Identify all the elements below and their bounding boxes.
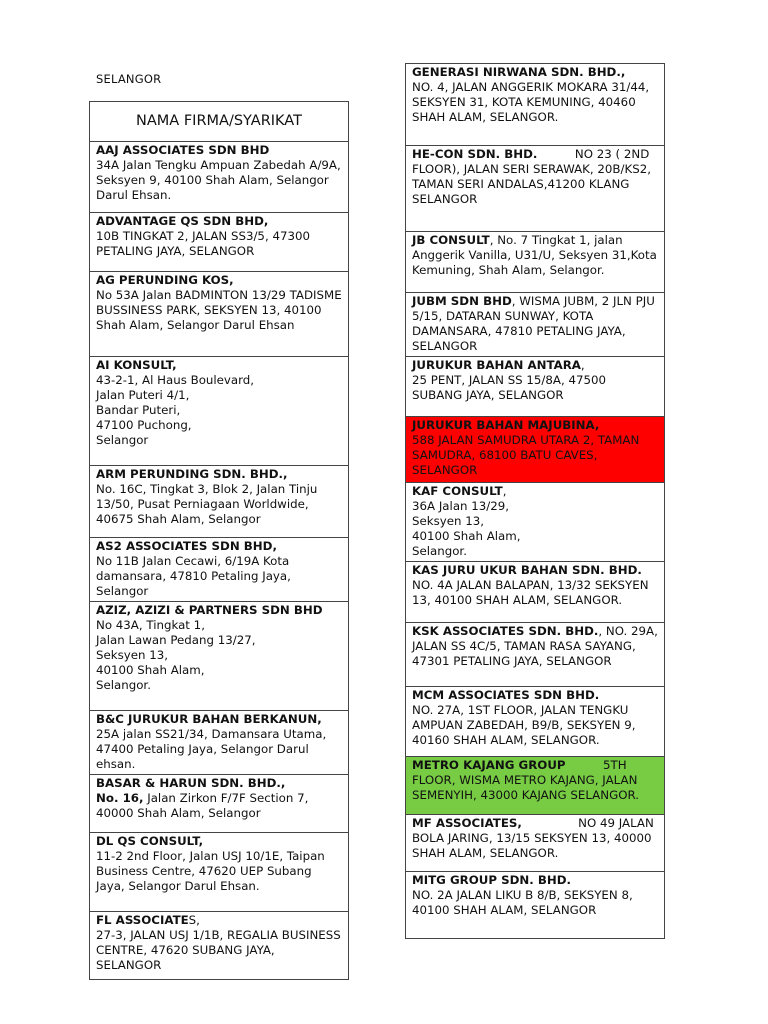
firm-address: NO. 4, JALAN ANGGERIK MOKARA 31/44, SEKSYEN 31, KOTA KEMUNING, 40460 SHAH ALAM, SELANGOR. (412, 80, 650, 124)
firm-row (406, 146, 665, 232)
firm-address: No 53A Jalan BADMINTON 13/29 TADISME BUSSINESS PARK, SEKSYEN 13, 40100 Shah Alam, Selangor Darul Ehsan (96, 288, 342, 332)
firm-row (406, 562, 665, 623)
firm-cell (90, 466, 349, 538)
firm-cell (90, 213, 349, 272)
firm-name: DL QS CONSULT, (96, 834, 204, 848)
firm-address: NO. 4A JALAN BALAPAN, 13/32 SEKSYEN 13, 40100 SHAH ALAM, SELANGOR. (412, 578, 649, 607)
firm-name: KAF CONSULT (412, 484, 503, 498)
firm-address: 43-2-1, Al Haus Boulevard, Jalan Puteri 4/1, Bandar Puteri, 47100 Puchong, Selangor (96, 373, 255, 447)
firm-cell (406, 483, 665, 562)
firm-row (406, 687, 665, 757)
firm-name: BASAR & HARUN SDN. BHD., No. 16, (96, 776, 286, 805)
firm-name: GENERASI NIRWANA SDN. BHD., (412, 65, 626, 79)
firm-address: 10B TINGKAT 2, JALAN SS3/5, 47300 PETALING JAYA, SELANGOR (96, 229, 310, 258)
firm-cell (90, 142, 349, 213)
firm-address: 34A Jalan Tengku Ampuan Zabedah A/9A, Seksyen 9, 40100 Shah Alam, Selangor Darul Ehsan. (96, 158, 341, 202)
firm-name: MCM ASSOCIATES SDN BHD. (412, 688, 600, 702)
firm-cell (406, 64, 665, 146)
firm-cell (406, 146, 665, 232)
firm-address: Jalan Zirkon F/7F Section 7, 40000 Shah Alam, Selangor (96, 791, 309, 820)
firm-cell (90, 775, 349, 833)
firm-name: JB CONSULT (412, 233, 490, 247)
firm-address: , WISMA JUBM, 2 JLN PJU 5/15, DATARAN SUNWAY, KOTA DAMANSARA, 47810 PETALING JAYA, SELANGOR (412, 294, 655, 353)
firm-cell (90, 602, 349, 711)
firm-name: ADVANTAGE QS SDN BHD, (96, 214, 269, 228)
firm-row (90, 272, 349, 357)
left-firm-table (89, 101, 349, 980)
firm-row (406, 815, 665, 872)
firm-name: B&C JURUKUR BAHAN BERKANUN, (96, 712, 322, 726)
firm-name: AG PERUNDING KOS, (96, 273, 234, 287)
firm-row (406, 623, 665, 687)
firm-cell (406, 815, 665, 872)
firm-cell (90, 833, 349, 912)
firm-cell (90, 711, 349, 775)
firm-row (406, 483, 665, 562)
table-header-row (90, 102, 349, 142)
firm-address: , No. 7 Tingkat 1, jalan Anggerik Vanilla, U31/U, Seksyen 31,Kota Kemuning, Shah Alam, Selangor. (412, 233, 657, 277)
firm-cell (90, 912, 349, 980)
firm-cell (406, 232, 665, 293)
firm-address: S, 27-3, JALAN USJ 1/1B, REGALIA BUSINESS CENTRE, 47620 SUBANG JAYA, SELANGOR (96, 913, 341, 972)
firm-row (406, 872, 665, 939)
firm-row (90, 602, 349, 711)
firm-name: MITG GROUP SDN. BHD. (412, 873, 571, 887)
firm-cell (406, 562, 665, 623)
firm-address: 5TH FLOOR, WISMA METRO KAJANG, JALAN SEMENYIH, 43000 KAJANG SELANGOR. (412, 758, 642, 802)
firm-name: JURUKUR BAHAN ANTARA (412, 358, 581, 372)
firm-name: METRO KAJANG GROUP (412, 758, 566, 772)
firm-address: 11-2 2nd Floor, Jalan USJ 10/1E, Taipan Business Centre, 47620 UEP Subang Jaya, Selangor Darul Ehsan. (96, 849, 325, 893)
firm-cell (406, 293, 665, 357)
table-header: NAMA FIRMA/SYARIKAT (90, 102, 349, 142)
firm-row (90, 142, 349, 213)
firm-cell-highlighted (406, 417, 665, 483)
firm-address: , NO. 29A, JALAN SS 4C/5, TAMAN RASA SAYANG, 47301 PETALING JAYA, SELANGOR (412, 624, 658, 668)
firm-name: FL ASSOCIATE (96, 913, 189, 927)
state-label: SELANGOR (96, 72, 162, 86)
firm-row (90, 711, 349, 775)
right-firm-table (405, 63, 665, 939)
firm-address: NO. 2A JALAN LIKU B 8/B, SEKSYEN 8, 40100 SHAH ALAM, SELANGOR (412, 888, 633, 917)
firm-name: AI KONSULT, (96, 358, 177, 372)
firm-row (406, 232, 665, 293)
firm-name: AAJ ASSOCIATES SDN BHD (96, 143, 270, 157)
firm-address: No. 16C, Tingkat 3, Blok 2, Jalan Tinju 13/50, Pusat Perniagaan Worldwide, 40675 Shah Alam, Selangor (96, 482, 318, 526)
firm-name: HE-CON SDN. BHD. (412, 147, 538, 161)
firm-address: NO. 27A, 1ST FLOOR, JALAN TENGKU AMPUAN ZABEDAH, B9/B, SEKSYEN 9, 40160 SHAH ALAM, SELANGOR. (412, 703, 636, 747)
firm-address: 588 JALAN SAMUDRA UTARA 2, TAMAN SAMUDRA, 68100 BATU CAVES, SELANGOR (412, 433, 640, 477)
firm-name: KAS JURU UKUR BAHAN SDN. BHD. (412, 563, 642, 577)
firm-row (406, 293, 665, 357)
firm-row (90, 357, 349, 466)
firm-address: 25A jalan SS21/34, Damansara Utama, 47400 Petaling Jaya, Selangor Darul ehsan. (96, 727, 327, 771)
firm-cell (406, 687, 665, 757)
firm-row (406, 757, 665, 815)
firm-address: , 36A Jalan 13/29, Seksyen 13, 40100 Shah Alam, Selangor. (412, 484, 521, 558)
firm-cell (90, 357, 349, 466)
firm-cell (406, 623, 665, 687)
firm-address: , 25 PENT, JALAN SS 15/8A, 47500 SUBANG JAYA, SELANGOR (412, 358, 607, 402)
firm-cell-highlighted (406, 757, 665, 815)
firm-name: JURUKUR BAHAN MAJUBINA, (412, 418, 600, 432)
firm-address: No 43A, Tingkat 1, Jalan Lawan Pedang 13/27, Seksyen 13, 40100 Shah Alam, Selangor. (96, 618, 256, 692)
firm-cell (90, 272, 349, 357)
firm-address: No 11B Jalan Cecawi, 6/19A Kota damansara, 47810 Petaling Jaya, Selangor (96, 554, 291, 598)
firm-row (90, 912, 349, 980)
firm-cell (406, 872, 665, 939)
firm-cell (90, 538, 349, 602)
firm-name: ARM PERUNDING SDN. BHD., (96, 467, 288, 481)
firm-row (90, 775, 349, 833)
firm-name: JUBM SDN BHD (412, 294, 512, 308)
firm-address: NO 49 JALAN BOLA JARING, 13/15 SEKSYEN 13, 40000 SHAH ALAM, SELANGOR. (412, 816, 658, 860)
firm-row (406, 64, 665, 146)
firm-address: NO 23 ( 2ND FLOOR), JALAN SERI SERAWAK, 20B/KS2, TAMAN SERI ANDALAS,41200 KLANG SELANGOR (412, 147, 655, 206)
firm-row (90, 213, 349, 272)
firm-row (90, 538, 349, 602)
firm-name: MF ASSOCIATES, (412, 816, 522, 830)
firm-row (406, 417, 665, 483)
firm-cell (406, 357, 665, 417)
firm-row (90, 466, 349, 538)
firm-name: KSK ASSOCIATES SDN. BHD. (412, 624, 599, 638)
firm-row (90, 833, 349, 912)
firm-name: AS2 ASSOCIATES SDN BHD, (96, 539, 277, 553)
firm-name: AZIZ, AZIZI & PARTNERS SDN BHD (96, 603, 323, 617)
firm-row (406, 357, 665, 417)
